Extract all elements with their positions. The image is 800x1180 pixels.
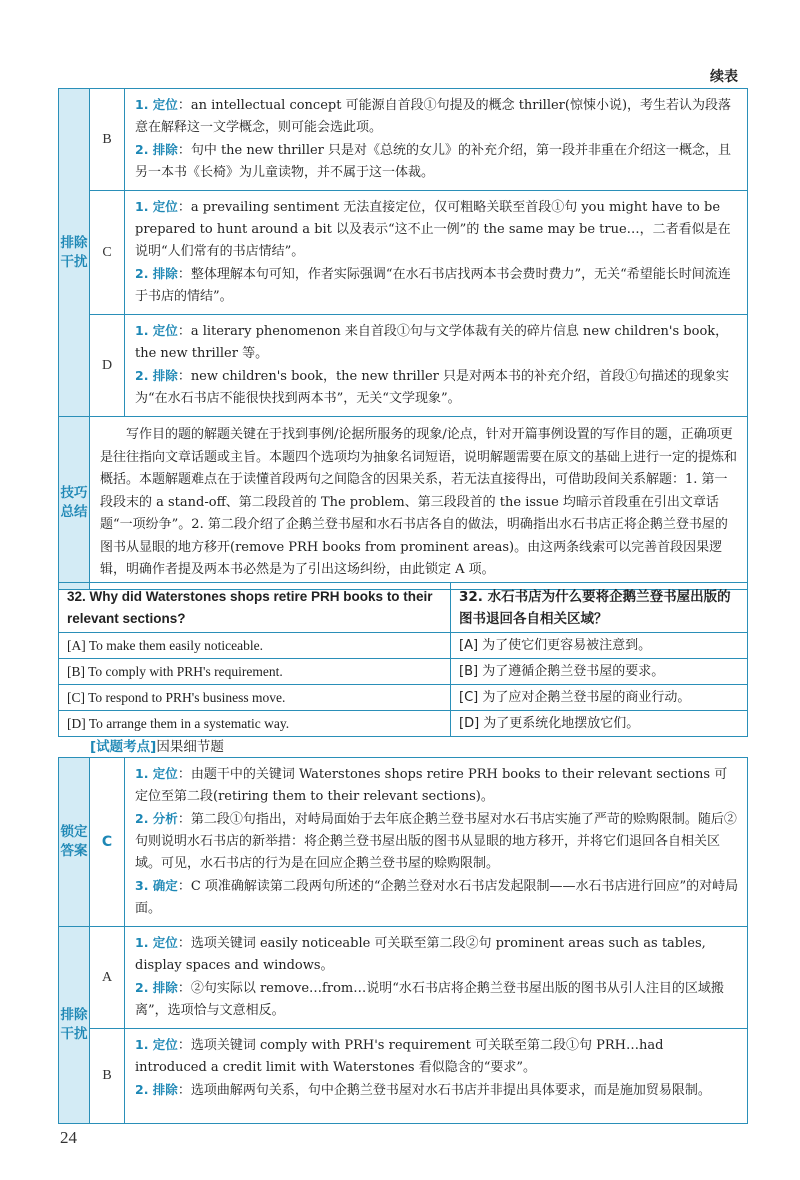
option-b-zh: [B] 为了遵循企鹅兰登书屋的要求。 [451,659,748,685]
analysis-table-continued [58,88,748,590]
option-label: D [90,315,125,417]
analysis-line: 1. 定位：a prevailing sentiment 无法直接定位，仅可粗略关联至首段①句 you might have to be prepared to hunt around a bit 以及表示“这不止一例”的 the same may be true…，二者看似是在说明“人们常有的书店情结”。 [135,199,731,259]
analysis-line: 1. 定位：选项关键词 easily noticeable 可关联至第二段②句 prominent areas such as tables, display spaces and windows。 [135,935,706,973]
analysis-table-q32 [58,757,748,1124]
analysis-line: 2. 分析：第二段①句指出，对峙局面始于去年底企鹅兰登书屋对水石书店实施了严苛的赊购限制。随后②句则说明水石书店的新举措：将企鹅兰登书屋出版的图书从显眼的地方移开，并将它们退回各自相关区域。可见，水石书店的行为是在回应企鹅兰登书屋的赊购限制。 [135,811,737,871]
question-32-table [58,582,748,737]
analysis-line: 2. 排除：new children's book，the new thriller 只是对两本书的补充介绍，首段①句描述的现象实为“在水石书店不能很快找到两本书”，无关“文学现象”。 [135,368,730,406]
analysis-line: 1. 定位：由题干中的关键词 Waterstones shops retire PRH books to their relevant sections 可定位至第二段(retiring them to their relevant sections)。 [135,766,728,804]
question-zh-title: 32. 水石书店为什么要将企鹅兰登书屋出版的图书退回各自相关区域？ [451,583,748,633]
option-label: B [90,89,125,191]
skill-summary-label: 技巧总结 [59,417,90,590]
analysis-line: 2. 排除：整体理解本句可知，作者实际强调“在水石书店找两本书会费时费力”，无关“希望能长时间流连于书店的情结”。 [135,266,731,304]
analysis-line: 2. 排除：句中 the new thriller 只是对《总统的女儿》的补充介绍，第一段并非重在介绍这一概念，且另一本书《长椅》为儿童读物，并不属于这一体裁。 [135,142,732,180]
option-c-zh: [C] 为了应对企鹅兰登书屋的商业行动。 [451,685,748,711]
option-d-zh: [D] 为了更系统化地摆放它们。 [451,711,748,737]
test-point [90,735,224,755]
test-point-text: 因果细节题 [156,739,224,755]
exclude-interference-label: 排除干扰 [59,89,90,417]
test-point-tag: [试题考点] [90,739,157,755]
page-number: 24 [60,1128,77,1147]
analysis-line: 2. 排除：选项曲解两句关系，句中企鹅兰登书屋对水石书店并非提出具体要求，而是施加贸易限制。 [135,1082,711,1098]
analysis-line: 1. 定位：选项关键词 comply with PRH's requirement 可关联至第二段①句 PRH…had introduced a credit limit with Waterstones 看似隐含的“要求”。 [135,1037,664,1075]
option-a-en: [A] To make them easily noticeable. [59,633,451,659]
option-b-en: [B] To comply with PRH's requirement. [59,659,451,685]
option-a-zh: [A] 为了使它们更容易被注意到。 [451,633,748,659]
option-label: C [90,191,125,315]
option-label: B [90,1029,125,1124]
option-analysis-cell [125,191,748,315]
analysis-line: 2. 排除：②句实际以 remove…from…说明“水石书店将企鹅兰登书屋出版的图书从引人注目的区域搬离”，选项恰与文意相反。 [135,980,724,1018]
option-analysis-cell [125,927,748,1029]
answer-analysis-cell [125,758,748,927]
continued-table-label: 续表 [710,69,738,85]
skill-summary-text: 写作目的题的解题关键在于找到事例/论据所服务的现象/论点，针对开篇事例设置的写作目的题，正确项更是往往指向文章话题或主旨。本题四个选项均为抽象名词短语，说明解题需要在原文的基础上进行一定的提炼和概括。本题解题难点在于读懂首段两句之间隐含的因果关系，若无法直接得出，可借助段间关系解题：1. 第一段段末的 a stand-off、第二段段首的 The problem、第三段段首的 the issue 均暗示首段重在引出文章话题“一项纷争”。2. 第二段介绍了企鹅兰登书屋和水石书店各自的做法，明确指出水石书店正将企鹅兰登书屋的图书从显眼的地方移开(remove PRH books from prominent areas)。由这两条线索可以完善首段因果逻辑，明确作者提及两本书必然是为了引出这场纠纷，由此锁定 A 项。 [90,417,748,590]
option-d-en: [D] To arrange them in a systematic way. [59,711,451,737]
option-analysis-cell [125,1029,748,1124]
option-analysis-cell [125,89,748,191]
exclude-interference-label: 排除干扰 [59,927,90,1124]
analysis-line: 1. 定位：a literary phenomenon 来自首段①句与文学体裁有关的碎片信息 new children's book，the new thriller 等。 [135,323,729,361]
question-en-title: 32. Why did Waterstones shops retire PRH books to their relevant sections? [59,583,451,633]
analysis-line: 3. 确定：C 项准确解读第二段两句所述的“企鹅兰登对水石书店发起限制——水石书店进行回应”的对峙局面。 [135,878,739,916]
lock-answer-label: 锁定答案 [59,758,90,927]
option-analysis-cell [125,315,748,417]
answer-option-label: C [90,758,125,927]
option-label: A [90,927,125,1029]
option-c-en: [C] To respond to PRH's business move. [59,685,451,711]
analysis-line: 1. 定位：an intellectual concept 可能源自首段①句提及的概念 thriller(惊悚小说)，考生若认为段落意在解释这一文学概念，则可能会选此项。 [135,97,732,135]
